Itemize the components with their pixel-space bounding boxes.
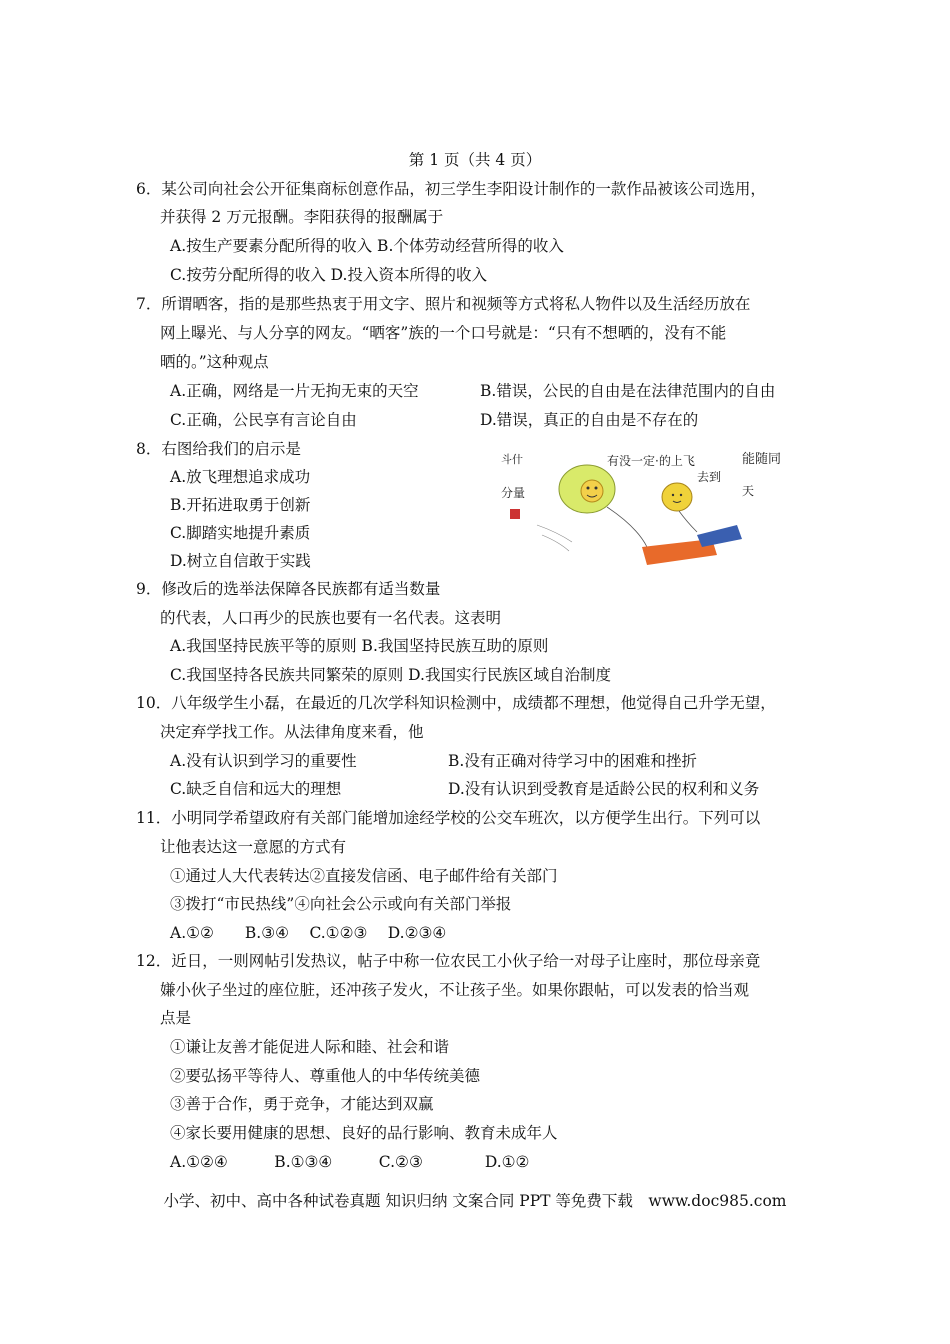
q11-items-34: ③拨打“市民热线”④向社会公示或向有关部门举报 bbox=[170, 895, 512, 913]
q7-option-a: A.正确，网络是一片无拘无束的天空 bbox=[170, 382, 419, 400]
cartoon-text-left1: 斗什 bbox=[501, 453, 523, 466]
q7-option-c: C.正确，公民享有言论自由 bbox=[170, 411, 357, 429]
q6-stem-line1: 6．某公司向社会公开征集商标创意作品，初三学生李阳设计制作的一款作品被该公司选用， bbox=[136, 180, 766, 198]
q9-options-ab: A.我国坚持民族平等的原则 B.我国坚持民族互助的原则 bbox=[170, 637, 549, 655]
cartoon-image bbox=[497, 447, 797, 577]
q10-stem-line1: 10．八年级学生小磊，在最近的几次学科知识检测中，成绩都不理想，他觉得自己升学无望， bbox=[136, 694, 776, 712]
page-header: 第 1 页（共 4 页） bbox=[408, 151, 542, 169]
q6-options-cd: C.按劳分配所得的收入 D.投入资本所得的收入 bbox=[170, 266, 487, 284]
q12-item2: ②要弘扬平等待人、尊重他人的中华传统美德 bbox=[170, 1067, 481, 1085]
q7-option-b: B.错误，公民的自由是在法律范围内的自由 bbox=[480, 382, 776, 400]
q8-option-c: C.脚踏实地提升素质 bbox=[170, 524, 311, 542]
q9-stem-line1: 9．修改后的选举法保障各民族都有适当数量 bbox=[136, 580, 441, 598]
q12-item1: ①谦让友善才能促进人际和睦、社会和谐 bbox=[170, 1038, 450, 1056]
cartoon-text-right2: 天 bbox=[742, 484, 755, 498]
q9-options-cd: C.我国坚持各民族共同繁荣的原则 D.我国实行民族区域自治制度 bbox=[170, 666, 611, 684]
q12-stem-line3: 点是 bbox=[160, 1009, 192, 1027]
q7-stem-line3: 晒的。”这种观点 bbox=[160, 353, 269, 371]
q7-stem-line2: 网上曝光、与人分享的网友。“晒客”族的一个口号就是：“只有不想晒的，没有不能 bbox=[160, 324, 727, 342]
q10-option-a: A.没有认识到学习的重要性 bbox=[170, 752, 357, 770]
page-footer: 小学、初中、高中各种试卷真题 知识归纳 文案合同 PPT 等免费下载 www.doc985.com bbox=[163, 1192, 787, 1210]
q8-option-b: B.开拓进取勇于创新 bbox=[170, 496, 311, 514]
q6-options-ab: A.按生产要素分配所得的收入 B.个体劳动经营所得的收入 bbox=[170, 237, 564, 255]
big-balloon-face bbox=[581, 480, 603, 502]
q11-items-12: ①通过人大代表转达②直接发信函、电子邮件给有关部门 bbox=[170, 867, 558, 885]
q9-stem-line2: 的代表，人口再少的民族也要有一名代表。这表明 bbox=[160, 609, 502, 627]
q11-stem-line1: 11．小明同学希望政府有关部门能增加途经学校的公交车班次，以方便学生出行。下列可以 bbox=[136, 809, 761, 827]
q10-option-b: B.没有正确对待学习中的困难和挫折 bbox=[448, 752, 697, 770]
q11-stem-line2: 让他表达这一意愿的方式有 bbox=[160, 838, 347, 856]
cartoon-text-left2: 分量 bbox=[501, 486, 526, 500]
q8-option-a: A.放飞理想追求成功 bbox=[170, 468, 311, 486]
small-balloon bbox=[662, 483, 692, 511]
blue-streamer bbox=[697, 525, 742, 547]
cartoon-text-top2: 去到 bbox=[697, 470, 722, 484]
q7-stem-line1: 7．所谓晒客，指的是那些热衷于用文字、照片和视频等方式将私人物件以及生活经历放在 bbox=[136, 295, 751, 313]
cartoon-text-top: 有没一定·的上飞 bbox=[607, 454, 695, 468]
q12-options: A.①②④ B.①③④ C.②③ D.①② bbox=[170, 1153, 530, 1171]
q7-option-d: D.错误，真正的自由是不存在的 bbox=[480, 411, 699, 429]
q12-stem-line2: 嫌小伙子坐过的座位脏，还冲孩子发火，不让孩子坐。如果你跟帖，可以发表的恰当观 bbox=[160, 981, 750, 999]
q12-item4: ④家长要用健康的思想、良好的品行影响、教育未成年人 bbox=[170, 1124, 558, 1142]
q11-options: A.①② B.③④ C.①②③ D.②③④ bbox=[170, 924, 447, 942]
cartoon-text-right: 能随同 bbox=[742, 452, 782, 467]
q12-stem-line1: 12．近日，一则网帖引发热议，帖子中称一位农民工小伙子给一对母子让座时，那位母亲竟 bbox=[136, 952, 761, 970]
q12-item3: ③善于合作，勇于竞争，才能达到双赢 bbox=[170, 1095, 434, 1113]
q10-option-c: C.缺乏自信和远大的理想 bbox=[170, 780, 342, 798]
q8-stem: 8．右图给我们的启示是 bbox=[136, 440, 301, 458]
q10-stem-line2: 决定弃学找工作。从法律角度来看，他 bbox=[160, 723, 424, 741]
q8-option-d: D.树立自信敢于实践 bbox=[170, 552, 311, 570]
q6-stem-line2: 并获得 2 万元报酬。李阳获得的报酬属于 bbox=[160, 208, 444, 226]
cartoon-seal bbox=[510, 509, 520, 519]
q10-option-d: D.没有认识到受教育是适龄公民的权利和义务 bbox=[448, 780, 760, 798]
